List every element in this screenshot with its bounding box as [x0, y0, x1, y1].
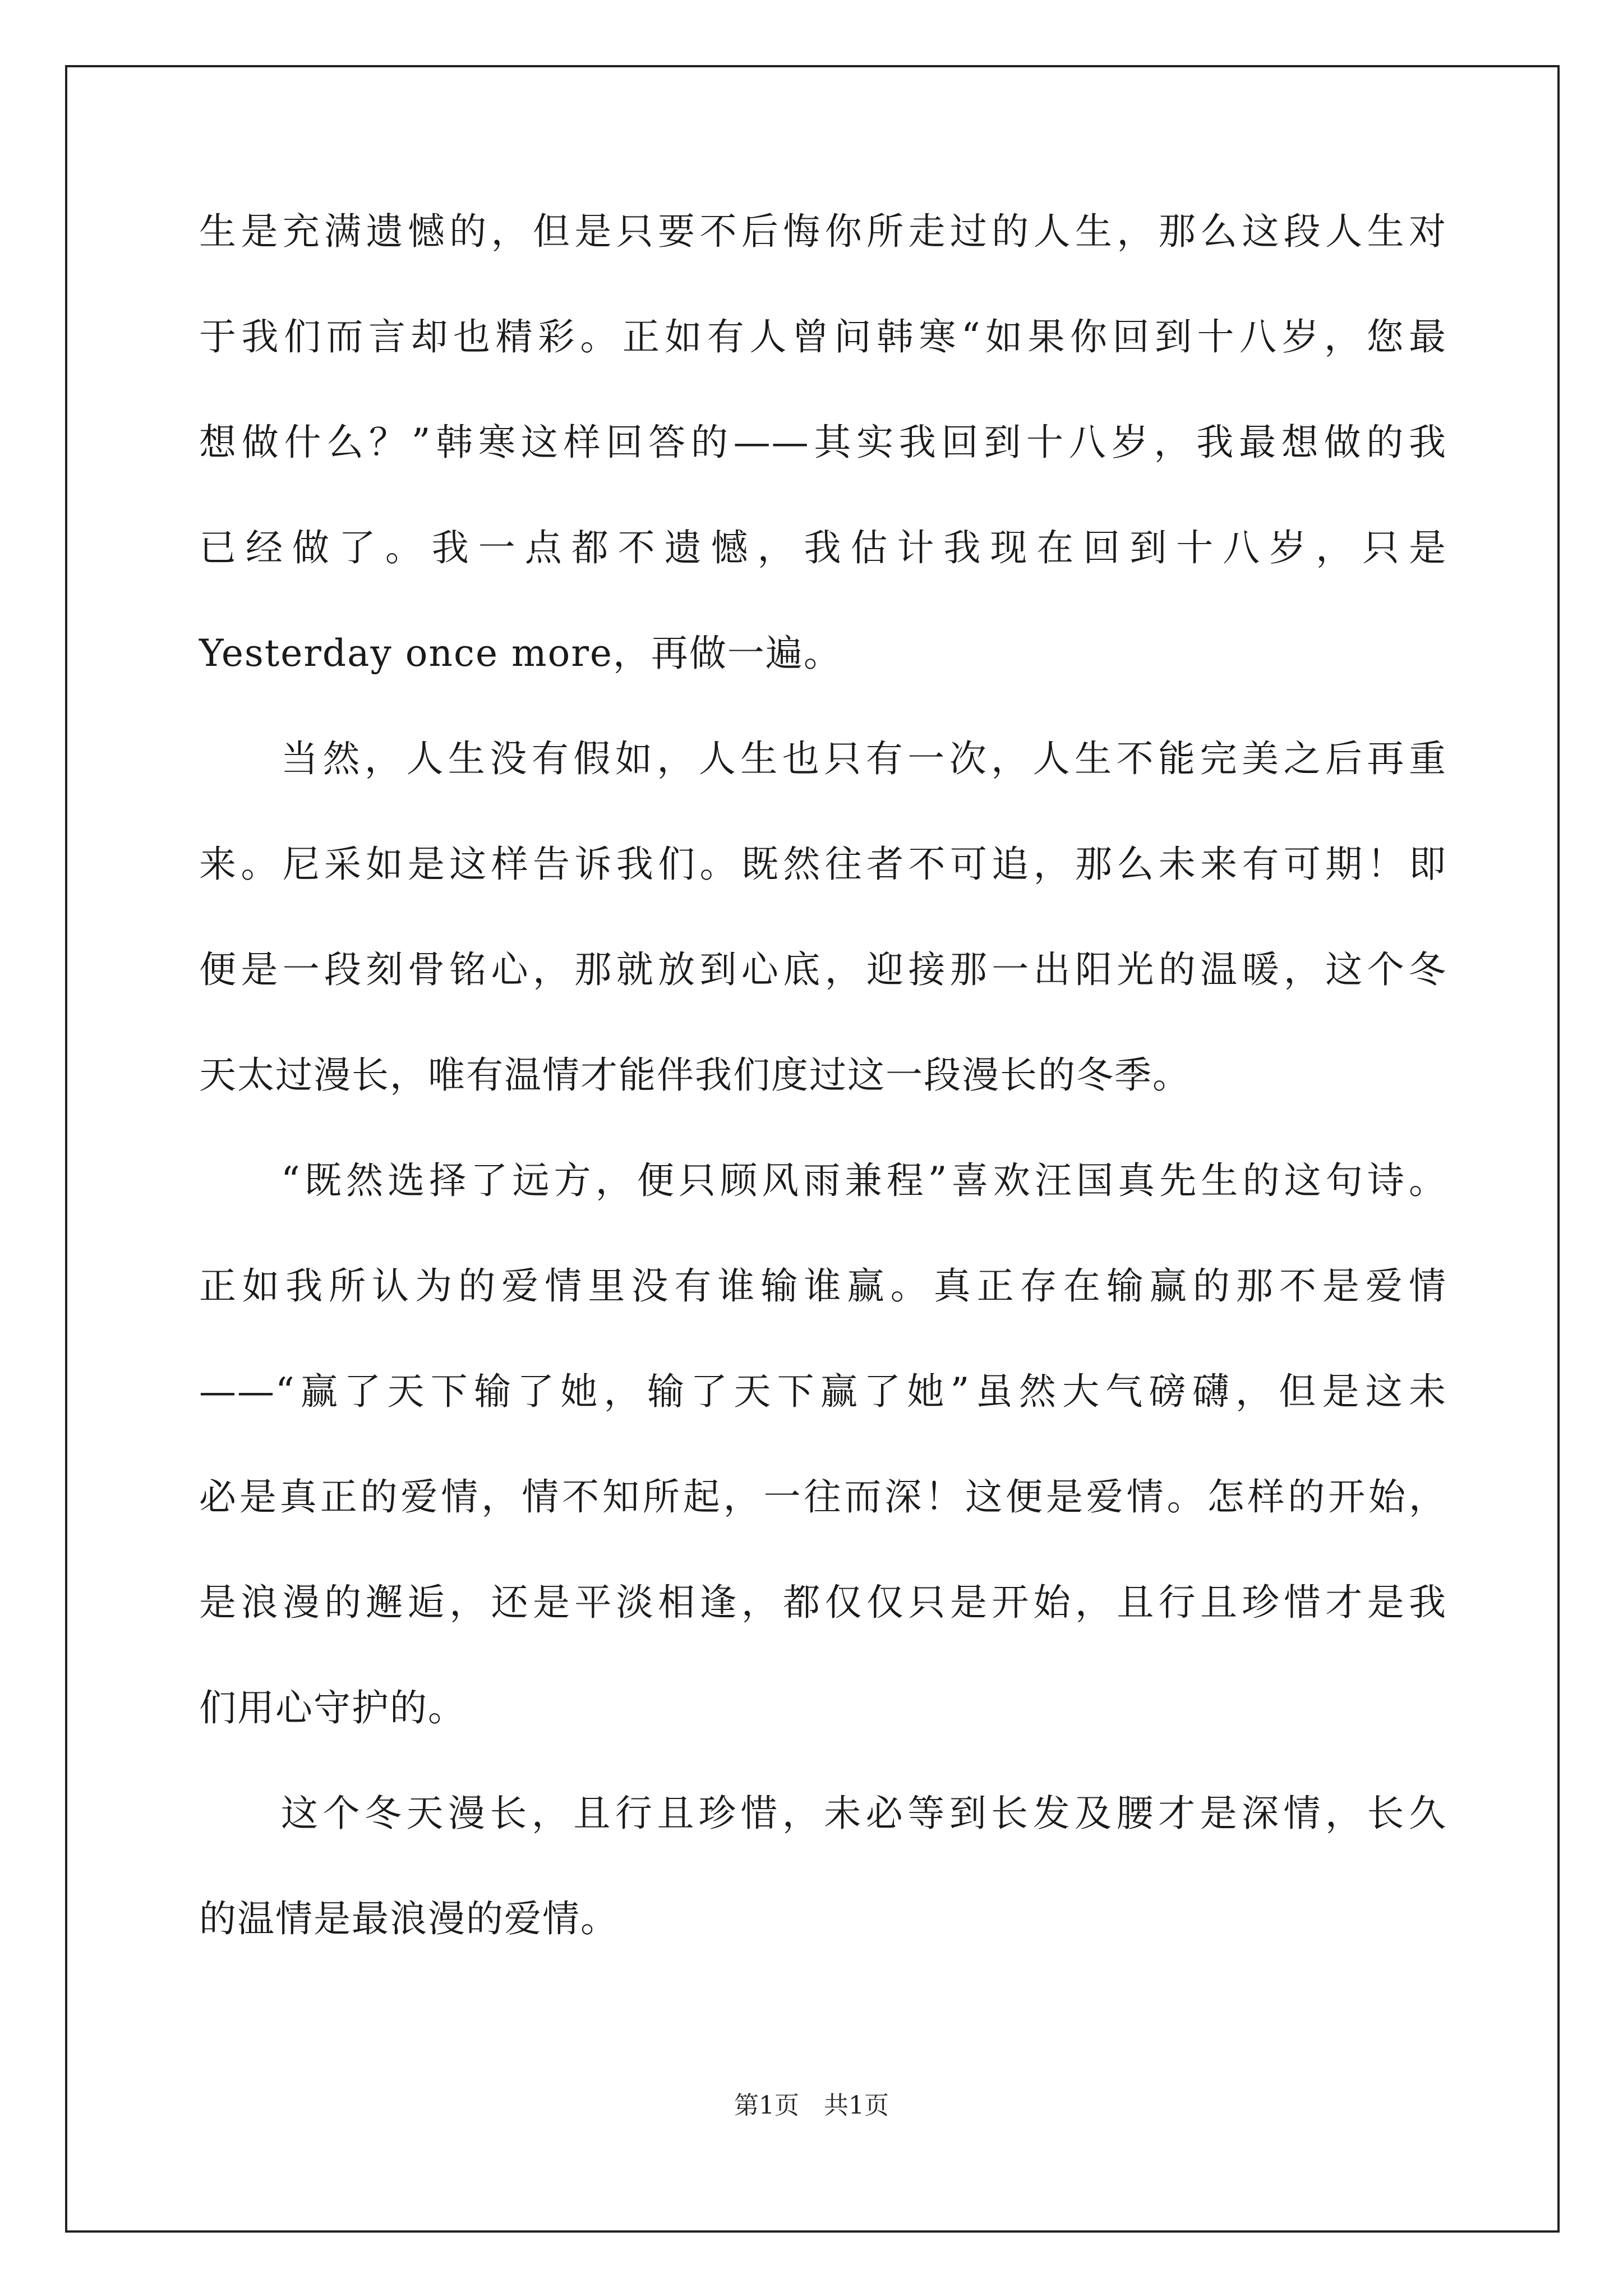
text-line: 想做什么？”韩寒这样回答的——其实我回到十八岁，我最想做的我	[199, 421, 1447, 464]
text-line: ——“赢了天下输了她，输了天下赢了她”虽然大气磅礴，但是这未	[199, 1370, 1447, 1413]
text-line: 已经做了。我一点都不遗憾，我估计我现在回到十八岁，只是	[199, 526, 1447, 569]
text-line: 必是真正的爱情，情不知所起，一往而深！这便是爱情。怎样的开始，	[199, 1475, 1447, 1519]
text-line: Yesterday once more，再做一遍。	[199, 632, 842, 675]
text-line: 于我们而言却也精彩。正如有人曾问韩寒“如果你回到十八岁，您最	[199, 315, 1447, 358]
text-line: 生是充满遗憾的，但是只要不后悔你所走过的人生，那么这段人生对	[199, 210, 1447, 253]
text-line: 正如我所认为的爱情里没有谁输谁赢。真正存在输赢的那不是爱情	[199, 1264, 1447, 1308]
text-line: 便是一段刻骨铭心，那就放到心底，迎接那一出阳光的温暖，这个冬	[199, 948, 1447, 991]
text-line: 天太过漫长，唯有温情才能伴我们度过这一段漫长的冬季。	[199, 1053, 1191, 1097]
text-line: 的温情是最浪漫的爱情。	[199, 1897, 619, 1940]
paragraph-first-line: 当然，人生没有假如，人生也只有一次，人生不能完美之后再重	[281, 737, 1447, 780]
page-number-footer: 第1页 共1页	[734, 2091, 889, 2120]
document-body	[199, 210, 1447, 2006]
text-line: 们用心守护的。	[199, 1686, 466, 1729]
text-line: 来。尼采如是这样告诉我们。既然往者不可追，那么未来有可期！即	[199, 843, 1447, 886]
paragraph-first-line: 这个冬天漫长，且行且珍惜，未必等到长发及腰才是深情，长久	[281, 1792, 1447, 1835]
paragraph-first-line: “既然选择了远方，便只顾风雨兼程”喜欢汪国真先生的这句诗。	[281, 1159, 1447, 1202]
text-line: 是浪漫的邂逅，还是平淡相逢，都仅仅只是开始，且行且珍惜才是我	[199, 1581, 1447, 1624]
